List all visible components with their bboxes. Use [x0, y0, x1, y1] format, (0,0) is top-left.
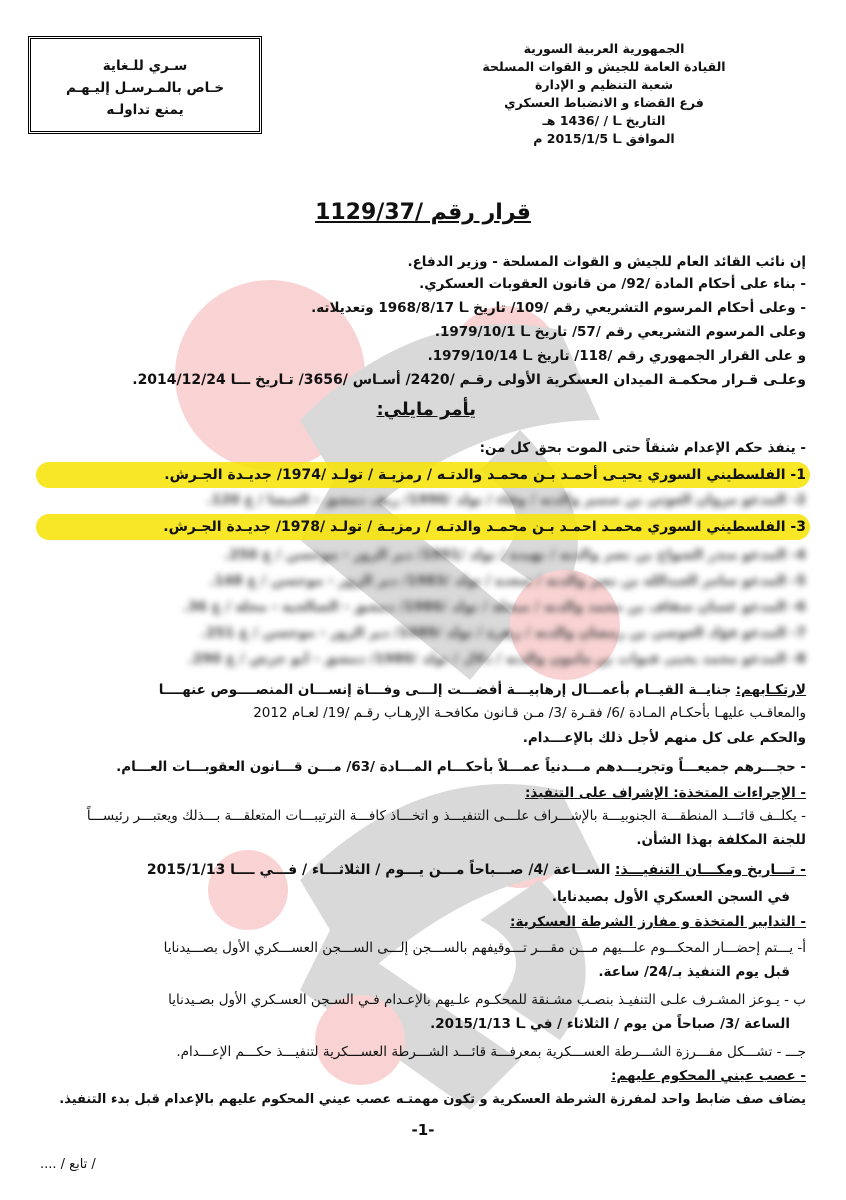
preamble-line: إن نائب القائد العام للجيش و القوات المسلحة - وزير الدفاع.	[407, 254, 806, 270]
crime-line: لارتكـابهم: جنايــة القيــام بأعمـــال إرهابيـــة أفضـــت إلـــى وفـــاة إنســـان المنصــــوص عنهــــا	[158, 682, 806, 698]
police-line: قبل يوم التنفيذ بـ/24/ ساعة.	[598, 964, 790, 980]
preamble-line: - وعلى أحكام المرسوم التشريعي رقم /109/ تاريخ ـا 1968/8/17 وتعديلاته.	[311, 300, 806, 316]
redacted-row: 5- المدعو سامر العبدالله بن نصر والدته / سعدة / تولد /1983/ دير الزور - موحسن / غ 148.	[209, 573, 806, 589]
blindfold-line: يضاف صف ضابط واحد لمفرزة الشرطة العسكرية و تكون مهمتـه عصب عيني المحكوم عليهم بالإعدام قبل بدء التنفيذ.	[59, 1092, 806, 1107]
police-line: ب - يـوعز المشـرف علـى التنفيـذ بنصـب مشـنقة للمحكـوم علـيهم بالإعـدام فـي السـجن العسـكري الأول بصـيدنايا	[168, 992, 806, 1008]
preamble-line: وعلى المرسوم التشريعي رقم /57/ تاريخ ـا 1979/10/1.	[434, 324, 806, 340]
decision-title: قرار رقم /1129/37	[315, 200, 531, 225]
classification-line: سـري للـغاية	[102, 58, 188, 74]
orders-heading: يأمر مايلي:	[376, 399, 476, 420]
crime-line: والمعاقـب عليهـا بأحكـام المـادة /6/ فقـرة /3/ مـن قـانون مكافحـة الإرهـاب رقـم /19/ لعـام 2012	[253, 705, 806, 721]
continued-note: / تابع / ....	[40, 1157, 96, 1172]
redacted-row: 7- المدعو فؤاد العوصي بن رمضان والدته / زهرة / تولد /1989/ دير الزور - موحسن / غ 251.	[201, 625, 806, 641]
classification-box	[28, 36, 262, 134]
confiscation-line: - حجـــرهم جميعـــاً وتجريـــدهم مـــدنياً عمـــلاً بأحكـــام المـــادة /63/ مـــن قـــانون العقوبـــات العـــام.	[116, 759, 806, 775]
preamble-line: و على القرار الجمهوري رقم /118/ تاريخ ـا 1979/10/14.	[427, 348, 806, 364]
time-place-line: في السجن العسكري الأول بصيدنايا.	[551, 889, 790, 905]
redacted-row: 8- المدعو محمد يحيى قنوات بن مأمون والدته / دلال / تولد /1980/ دمشق - أبو جرش / غ 290.	[187, 651, 806, 667]
supervision-line: - يكلــف قائـــد المنطقـــة الجنوبيـــة بالإشـــراف علـــى التنفيـــذ و اتخـــاذ كافـــة الترتيبـــات المتعلقـــة بـــذلك ويعتبـــر رئيســـاً	[86, 808, 806, 824]
preamble-line: وعلـى قـرار محكمـة الميدان العسكرية الأولى رقـم /2420/ أسـاس /3656/ تـاريخ ـــا 2014/12/24.	[132, 372, 806, 388]
person-1: 1- الفلسطيني السوري يحيـى أحمـد بـن محمـد والدتـه / رمزيـة / تولـد /1974/ جديـدة الجـرش.	[164, 467, 806, 483]
header-date-gregorian: الموافق ـا 2015/1/5 م	[533, 131, 675, 146]
preamble-line: - بناء على أحكام المادة /92/ من قانون العقوبات العسكري.	[419, 276, 806, 292]
header-line: الجمهورية العربية السورية	[523, 41, 685, 56]
execute-intro: - ينفذ حكم الإعدام شنقاً حتى الموت بحق كل من:	[479, 440, 806, 456]
issuer-header	[454, 40, 754, 148]
police-line: الساعة /3/ صباحاً من يوم / الثلاثاء / في ـا 2015/1/13.	[430, 1016, 790, 1032]
classification-line: خـاص بالمـرسـل إليـهـم	[65, 80, 225, 96]
classification-line: يمنع تداولـه	[106, 102, 184, 118]
redacted-row: 4- المدعو منذر الشواخ بن نصر والدته / نهيدة / تولد /1991/ دير الزور - موحسن / غ 250.	[224, 547, 806, 563]
police-line: جـــ - تشـــكل مفـــرزة الشـــرطة العســـكرية بمعرفـــة قائـــد الشـــرطة العســـكرية لتنفيـــذ حكـــم الإعـــدام.	[176, 1044, 806, 1060]
police-line: أ- يـــتم إحضـــار المحكـــوم علـــيهم مـــن مقـــر تـــوقيفهم بالســـجن إلـــى الســـجن العســـكري الأول بصـــيدنايا	[163, 940, 806, 956]
page-number: -1-	[411, 1121, 435, 1139]
header-line: شعبة التنظيم و الإدارة	[535, 77, 673, 92]
police-heading: - التدابير المتخذة و مفارز الشرطة العسكرية:	[510, 914, 806, 930]
person-3: 3- الفلسطيني السوري محمـد احمـد بـن محمـد والدتـه / رمزيـة / تولـد /1978/ جديـدة الجـرش.	[163, 519, 806, 535]
header-line: القيادة العامة للجيش و القوات المسلحة	[482, 59, 726, 74]
redacted-row: 6- المدعو غسان سقاف بن محمد والدته / ميخلة / تولد /1986/ دمشق - الصالحية - محلة / غ 36.	[183, 599, 806, 615]
measures-heading: - الإجراءات المتخذة: الإشراف على التنفيذ:	[525, 785, 806, 801]
crime-line: والحكم على كل منهم لأجل ذلك بالإعـــدام.	[522, 730, 806, 746]
supervision-line: للجنة المكلفة بهذا الشأن.	[636, 832, 806, 848]
header-date-hijri: التاريخ ـا / /1436 هـ	[542, 113, 666, 128]
header-line: فرع القضاء و الانضباط العسكري	[504, 95, 704, 110]
time-place-line: - تـــاريخ ومكـــان التنفيـــذ: الســاعة /4/ صـــباحاً مـــن يـــوم / الثلاثـــاء / فـــي ــــا 2015/1/13	[146, 862, 806, 878]
blindfold-heading: - عصب عيني المحكوم عليهم:	[611, 1068, 806, 1084]
redacted-row: 2- المدعو مروان الغوثي بن سمير والدته / وفاء / تولد /1990/ ريف دمشق - الغيضا / غ 120.	[206, 492, 806, 508]
